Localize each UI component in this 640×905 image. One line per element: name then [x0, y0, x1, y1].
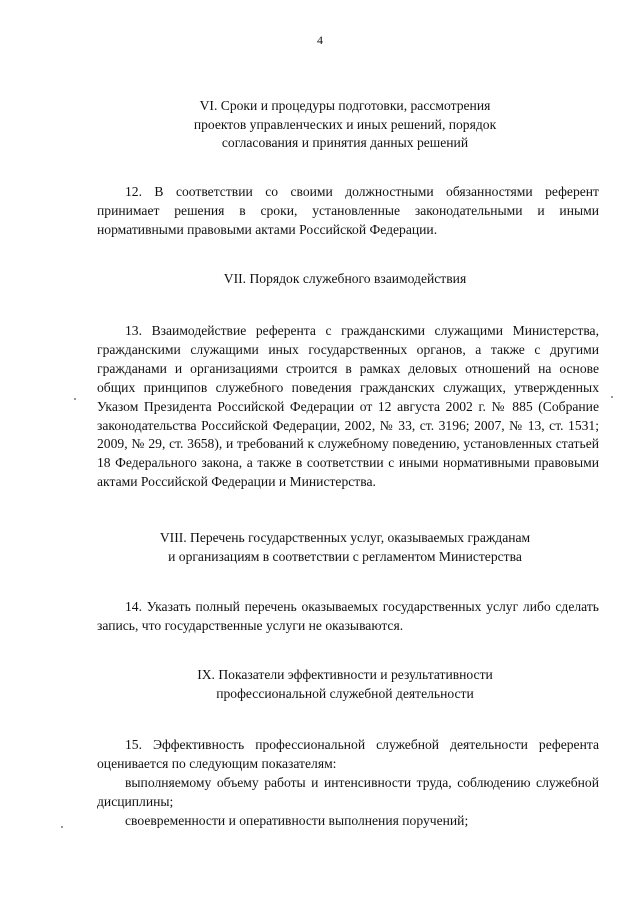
section-6-title-line-1: VI. Сроки и процедуры подготовки, рассмотрения	[199, 98, 491, 113]
section-9-title-line-1: IX. Показатели эффективности и результативности	[197, 667, 493, 682]
paragraph-13-text: 13. Взаимодействие референта с гражданскими служащими Министерства, гражданскими служащими иных государственных органов, а также с другими гражданами и организациями строится в рамках деловых отношений на основе общих принципов служебного поведения гражданских служащих, утвержденных Указом Президента Российской Федерации от 12 августа 2002 г. № 885 (Собрание законодательства Российской Федерации, 2002, № 33, ст. 3196; 2007, № 13, ст. 1531; 2009, № 29, ст. 3658), и требований к служебному поведению, установленных статьей 18 Федерального закона, а также в соответствии с иными нормативными правовыми актами Российской Федерации и Министерства.	[97, 323, 599, 490]
paragraph-12	[97, 183, 599, 240]
section-8-title-line-2: и организациям в соответствии с регламентом Министерства	[168, 548, 522, 564]
section-7-heading	[100, 270, 590, 289]
paragraph-14-text: 14. Указать полный перечень оказываемых государственных услуг либо сделать запись, что государственные услуги не оказываются.	[97, 599, 599, 633]
paragraph-15-item-2	[97, 812, 599, 831]
paragraph-15	[97, 736, 599, 831]
section-8-title-line-1: VIII. Перечень государственных услуг, оказываемых гражданам	[159, 530, 531, 545]
page-number: 4	[317, 33, 323, 47]
section-6-title-line-2: проектов управленческих и иных решений, порядок	[193, 116, 497, 132]
paragraph-15-item-2-text: своевременности и оперативности выполнения поручений;	[125, 812, 469, 828]
paragraph-13	[97, 322, 599, 492]
section-9-title-line-2: профессиональной служебной деятельности	[216, 685, 474, 701]
section-6-title-line-3: согласования и принятия данных решений	[221, 135, 469, 151]
paragraph-15-item-1-text: выполняемому объему работы и интенсивности труда, соблюдению служебной дисциплины;	[97, 774, 599, 809]
section-7-title: VII. Порядок служебного взаимодействия	[223, 271, 467, 286]
paragraph-14	[97, 598, 599, 636]
scan-speck	[611, 396, 613, 398]
section-6-heading	[100, 97, 590, 153]
section-9-heading	[100, 666, 590, 703]
paragraph-15-intro	[97, 736, 599, 774]
paragraph-15-item-1	[97, 774, 599, 812]
scan-speck	[61, 826, 63, 828]
paragraph-15-intro-text: 15. Эффективность профессиональной служебной деятельности референта оценивается по следующим показателям:	[97, 737, 599, 771]
scan-speck	[74, 398, 76, 400]
paragraph-12-text: 12. В соответствии со своими должностными обязанностями референт принимает решения в сроки, установленные законодательными и иными нормативными правовыми актами Российской Федерации.	[97, 184, 599, 237]
section-8-heading	[100, 529, 590, 566]
